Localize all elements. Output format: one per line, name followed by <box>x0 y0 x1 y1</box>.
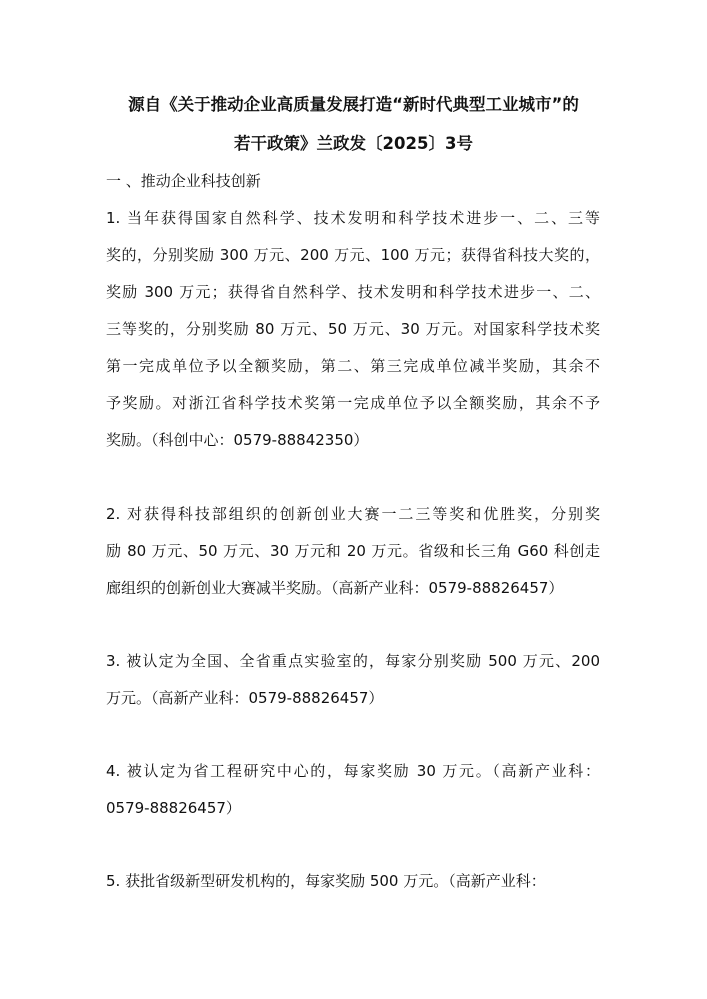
paragraph-line: 3. 被认定为全国、全省重点实验室的，每家分别奖励 500 万元、200 <box>106 652 600 670</box>
paragraph-line: 奖励。（科创中心：0579-88842350） <box>106 431 369 449</box>
section-heading: 一 、推动企业科技创新 <box>106 172 261 190</box>
paragraph-line: 三等奖的，分别奖励 80 万元、50 万元、30 万元。对国家科学技术奖 <box>106 320 600 338</box>
paragraph-line: 万元。（高新产业科：0579-88826457） <box>106 689 384 707</box>
paragraph-line: 1. 当年获得国家自然科学、技术发明和科学技术进步一、二、三等 <box>106 209 600 227</box>
paragraph-line: 廊组织的创新创业大赛减半奖励。（高新产业科：0579-88826457） <box>106 579 564 597</box>
paragraph-line: 奖励 300 万元；获得省自然科学、技术发明和科学技术进步一、二、 <box>106 283 600 301</box>
paragraph-line: 2. 对获得科技部组织的创新创业大赛一二三等奖和优胜奖，分别奖 <box>106 505 600 523</box>
paragraph-line: 4. 被认定为省工程研究中心的，每家奖励 30 万元。（高新产业科： <box>106 762 600 780</box>
document-title-line-2: 若干政策》兰政发〔2025〕3号 <box>234 134 473 153</box>
document-title-line-1: 源自《关于推动企业高质量发展打造“新时代典型工业城市”的 <box>128 95 579 114</box>
paragraph-line: 第一完成单位予以全额奖励，第二、第三完成单位减半奖励，其余不 <box>106 357 600 375</box>
paragraph-4 <box>106 753 600 827</box>
paragraph-5 <box>106 863 600 900</box>
paragraph-line: 励 80 万元、50 万元、30 万元和 20 万元。省级和长三角 G60 科创走 <box>106 542 600 560</box>
paragraph-3 <box>106 643 600 717</box>
paragraph-line: 0579-88826457） <box>106 799 241 817</box>
paragraph-2 <box>106 496 600 607</box>
paragraph-line: 予奖励。对浙江省科学技术奖第一完成单位予以全额奖励，其余不予 <box>106 394 600 412</box>
paragraph-1 <box>106 200 600 459</box>
paragraph-line: 5. 获批省级新型研发机构的，每家奖励 500 万元。（高新产业科： <box>106 872 546 890</box>
paragraph-line: 奖的，分别奖励 300 万元、200 万元、100 万元；获得省科技大奖的， <box>106 246 600 264</box>
